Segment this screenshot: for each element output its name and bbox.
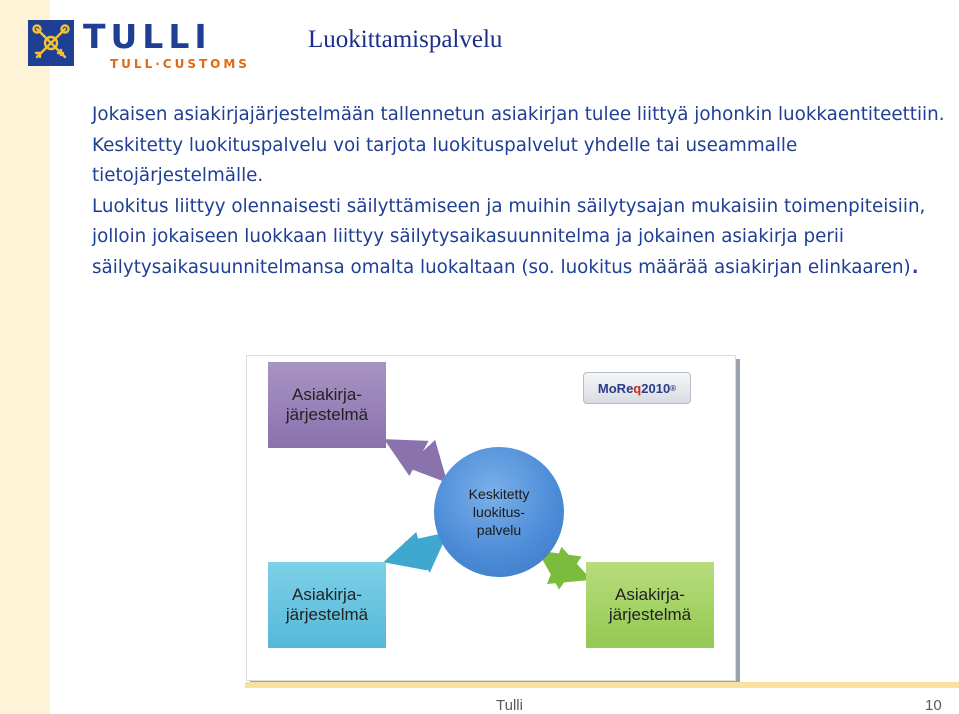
- paragraph-2: [92, 192, 947, 284]
- arrow-bottom-right: [544, 555, 584, 577]
- central-service-label: Keskitetty luokitus- palvelu: [468, 486, 530, 538]
- system-box-bottom-left-label: Asiakirja- järjestelmä: [285, 585, 369, 624]
- system-box-bottom-right: [586, 562, 714, 648]
- slide-title: Luokittamispalvelu: [308, 26, 503, 53]
- logo-subtitle: TULL·CUSTOMS: [110, 57, 250, 71]
- logo-wordmark: TULLI: [83, 17, 212, 56]
- arrow-top-left: [391, 443, 442, 477]
- footer-brand: Tulli: [496, 697, 523, 714]
- footer-divider: [245, 682, 959, 688]
- moreq-logo-part2: q: [633, 380, 642, 396]
- page-number: 10: [925, 697, 942, 714]
- classification-diagram: [246, 355, 736, 681]
- paragraph-1: Jokaisen asiakirjajärjestelmään tallennetun asiakirjan tulee liittyä johonkin luokkaentiteettiin. Keskitetty luokituspalvelu voi tarjota luokituspalvelut yhdelle tai useammalle tietojärjestelmälle.: [92, 104, 945, 186]
- slide-body: [92, 100, 947, 283]
- system-box-top-left: [268, 362, 386, 448]
- moreq-logo-part3: 2010: [641, 380, 671, 396]
- system-box-bottom-left: [268, 562, 386, 648]
- arrow-bottom-left: [391, 537, 442, 560]
- moreq-logo-part1: MoRe: [597, 380, 634, 396]
- tulli-logo: [28, 17, 268, 76]
- central-service-circle: [434, 447, 564, 577]
- left-decorative-band: [0, 0, 50, 714]
- tulli-emblem-icon: [28, 20, 74, 66]
- paragraph-2-end: .: [910, 246, 920, 280]
- system-box-bottom-right-label: Asiakirja- järjestelmä: [608, 585, 692, 624]
- moreq-logo: [583, 372, 691, 404]
- paragraph-2-text: Luokitus liittyy olennaisesti säilyttämiseen ja muihin säilytysajan mukaisiin toimenpiteisiin, jolloin jokaiseen luokkaan liittyy säilytysaikasuunnitelma ja jokainen asiakirja perii säilytysaikasuunnitelmansa omalta luokaltaan (so. luokitus määrää asiakirjan elinkaaren): [92, 195, 926, 278]
- moreq-logo-mark: ®: [670, 383, 677, 393]
- system-box-top-left-label: Asiakirja- järjestelmä: [285, 385, 369, 424]
